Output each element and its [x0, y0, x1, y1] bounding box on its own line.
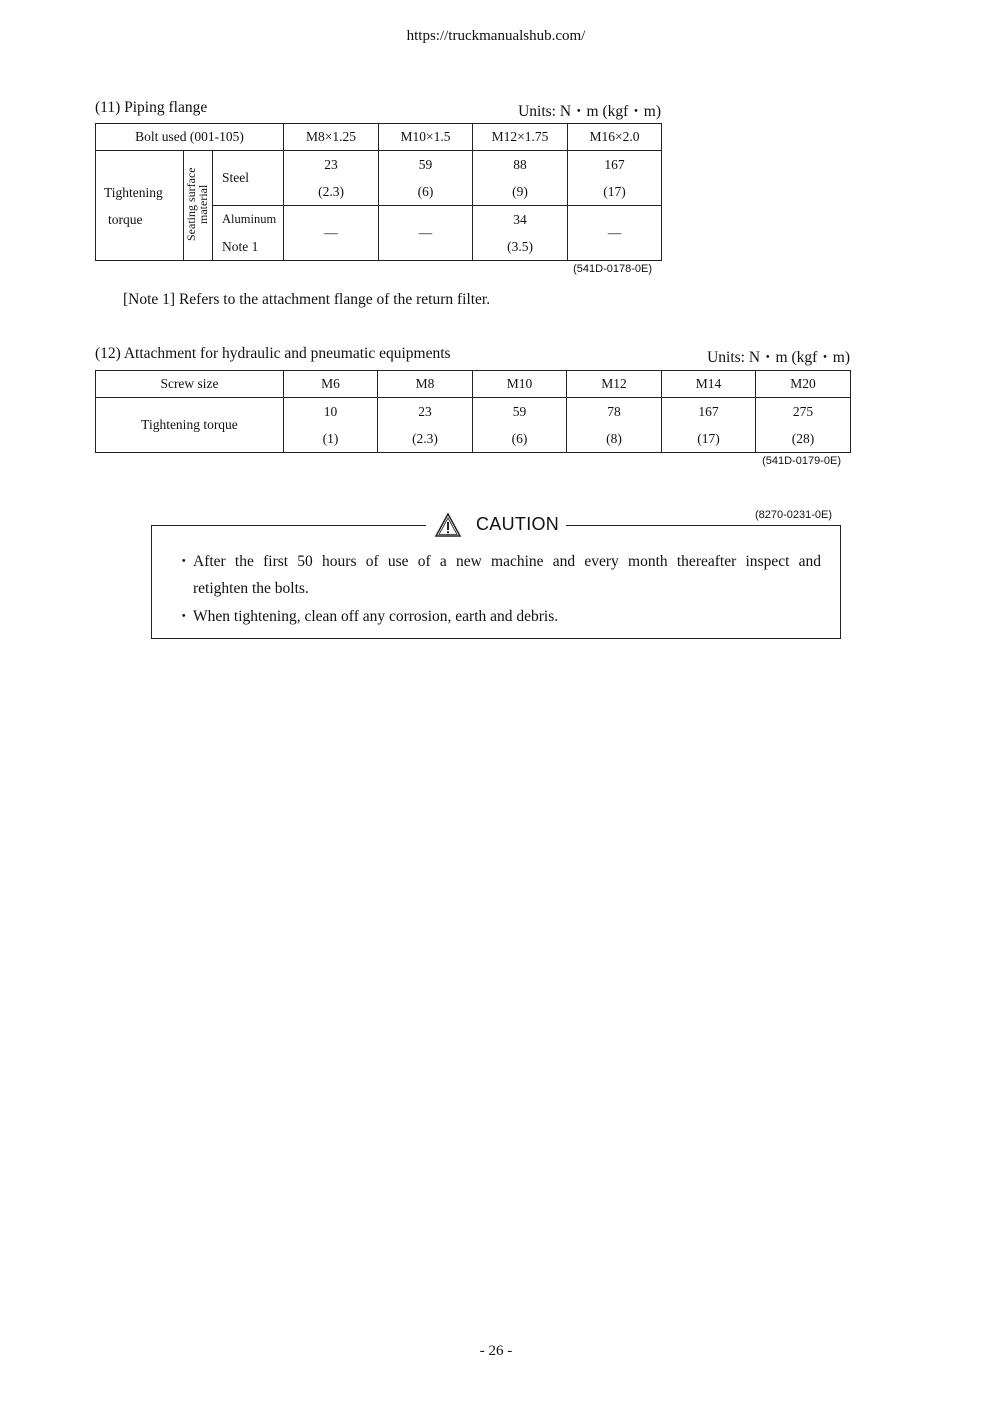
source-url: https://truckmanualshub.com/ — [406, 28, 586, 44]
page-number: - 26 - — [479, 1343, 513, 1359]
col-header-m8: M8×1.25 — [284, 124, 379, 151]
col-header-m10: M10 — [473, 371, 567, 398]
seating-surface-text: Seating surface material — [184, 166, 210, 241]
bullet-marker: ・ — [176, 608, 192, 625]
col-header-m6: M6 — [284, 371, 378, 398]
steel-m8: 23 (2.3) — [284, 151, 379, 206]
steel-m10: 59 (6) — [379, 151, 473, 206]
col-header-m12: M12 — [567, 371, 662, 398]
caution-item-1-line2: retighten the bolts. — [193, 580, 309, 597]
tightening-torque-label — [96, 151, 184, 261]
tightening-torque-label: Tightening torque — [96, 398, 284, 453]
col-header-m8: M8 — [378, 371, 473, 398]
torque-m20: 275 (28) — [756, 398, 851, 453]
section-12-title: (12) Attachment for hydraulic and pneumatic equipments — [95, 345, 451, 362]
torque-m14: 167 (17) — [662, 398, 756, 453]
caution-item-2: When tightening, clean off any corrosion, earth and debris. — [193, 608, 559, 625]
steel-m16: 167 (17) — [568, 151, 662, 206]
torque-m12: 78 (8) — [567, 398, 662, 453]
piping-flange-table — [95, 123, 662, 261]
col-header-m20: M20 — [756, 371, 851, 398]
section-11-title: (11) Piping flange — [95, 99, 208, 116]
caution-title: CAUTION — [476, 514, 560, 534]
row-label-line1: Tightening — [104, 184, 163, 200]
aluminum-m8: — — [284, 206, 379, 261]
col-header-m14: M14 — [662, 371, 756, 398]
aluminum-m10: — — [379, 206, 473, 261]
col-header-m16: M16×2.0 — [568, 124, 662, 151]
torque-m10: 59 (6) — [473, 398, 567, 453]
torque-m6: 10 (1) — [284, 398, 378, 453]
aluminum-m16: — — [568, 206, 662, 261]
screw-size-header: Screw size — [96, 371, 284, 398]
bullet-marker: ・ — [176, 553, 192, 570]
note-1: [Note 1] Refers to the attachment flange of the return filter. — [123, 291, 491, 308]
aluminum-m12: 34 (3.5) — [473, 206, 568, 261]
steel-label: Steel — [213, 151, 284, 206]
torque-m8: 23 (2.3) — [378, 398, 473, 453]
col-header-m10: M10×1.5 — [379, 124, 473, 151]
hydraulic-attachment-table — [95, 370, 851, 453]
section-11-code: (541D-0178-0E) — [573, 263, 652, 275]
seating-surface-label — [184, 151, 213, 261]
caution-code: (8270-0231-0E) — [754, 509, 832, 521]
steel-m12: 88 (9) — [473, 151, 568, 206]
section-12-units: Units: N・m (kgf・m) — [707, 349, 850, 366]
section-11-units: Units: N・m (kgf・m) — [518, 103, 661, 120]
section-12-code: (541D-0179-0E) — [762, 455, 841, 467]
caution-item-1-line1: After the first 50 hours of use of a new machine and every month thereafter inspect and — [193, 553, 821, 570]
bolt-used-header: Bolt used (001-105) — [96, 124, 284, 151]
aluminum-label: Aluminum Note 1 — [213, 206, 284, 261]
col-header-m12: M12×1.75 — [473, 124, 568, 151]
row-label-line2: torque — [108, 211, 143, 227]
